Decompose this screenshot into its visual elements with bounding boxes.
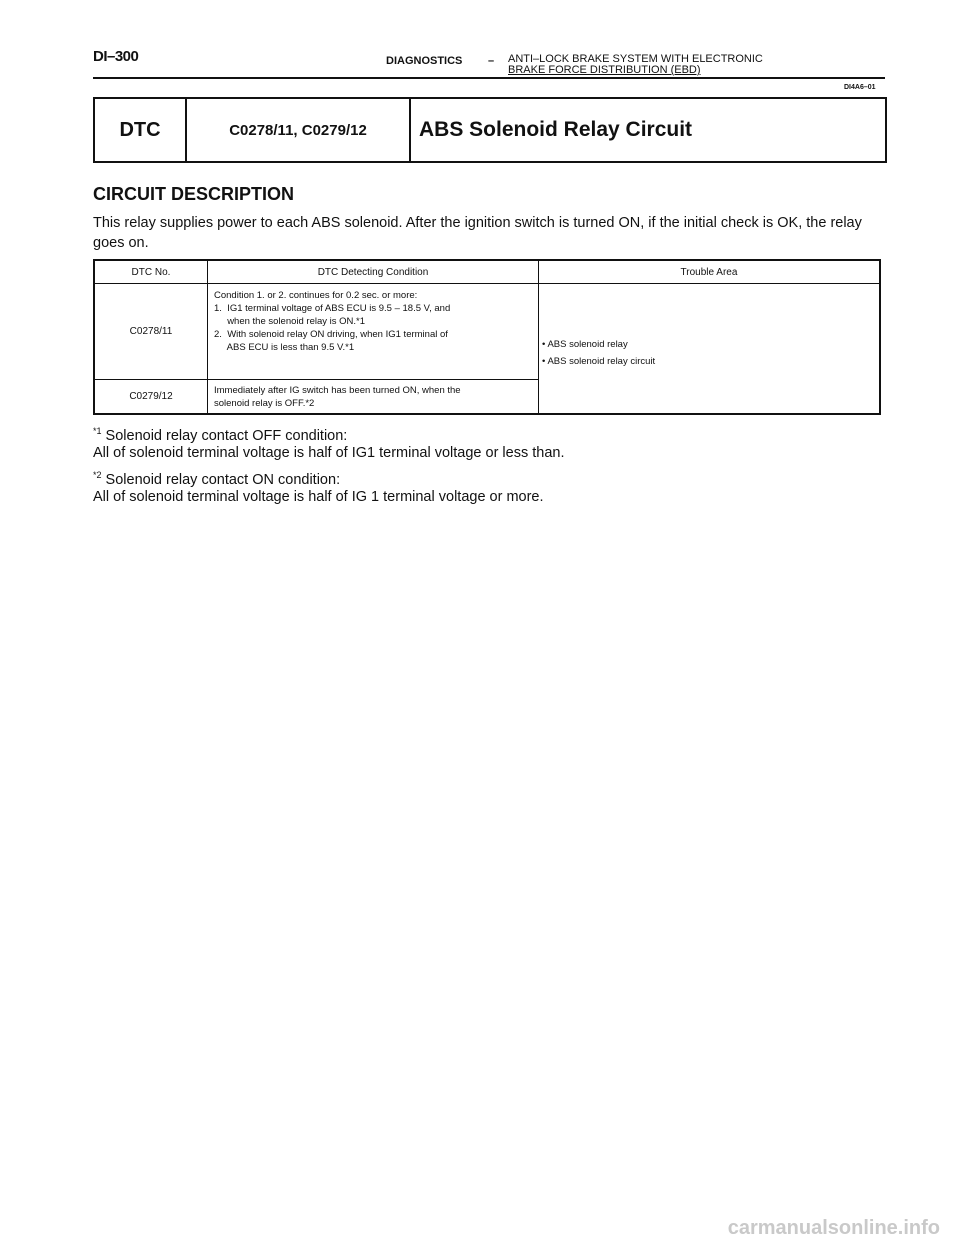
table-header-trouble-area: Trouble Area (680, 266, 738, 278)
condition-line: 1. IG1 terminal voltage of ABS ECU is 9.5 – 18.5 V, and (214, 303, 451, 314)
header-title-line1: ANTI–LOCK BRAKE SYSTEM WITH ELECTRONIC (508, 53, 763, 65)
dtc-title: ABS Solenoid Relay Circuit (419, 118, 693, 141)
note-text: Solenoid relay contact ON condition: (101, 471, 341, 488)
circuit-description-heading: CIRCUIT DESCRIPTION (93, 184, 295, 204)
header-section: DIAGNOSTICS (386, 55, 463, 67)
condition-line: Condition 1. or 2. continues for 0.2 sec. or more: (214, 290, 418, 301)
trouble-area-item: • ABS solenoid relay circuit (542, 356, 656, 367)
header-title-line2: BRAKE FORCE DISTRIBUTION (EBD) (508, 64, 701, 76)
table-header-dtc-no: DTC No. (131, 266, 171, 278)
dtc-codes: C0278/11, C0279/12 (187, 99, 411, 161)
trouble-area-item: • ABS solenoid relay (542, 339, 628, 350)
dtc-table (93, 259, 881, 415)
condition-line: ABS ECU is less than 9.5 V.*1 (214, 342, 355, 353)
watermark: carmanualsonline.info (727, 1217, 940, 1239)
note-text: Solenoid relay contact OFF condition: (101, 427, 348, 444)
circuit-description-text: This relay supplies power to each ABS solenoid. After the ignition switch is turned ON, if the initial check is OK, the relay goes on. (93, 215, 862, 251)
table-header-rule (95, 283, 879, 284)
condition-line: 2. With solenoid relay ON driving, when IG1 terminal of (214, 329, 448, 340)
document-code: DI4A6–01 (844, 84, 876, 91)
dtc-title-box (93, 97, 887, 163)
header-rule (93, 77, 885, 79)
note-mark: *2 (93, 470, 102, 480)
table-row-condition (214, 289, 450, 354)
header-dash: – (488, 55, 495, 67)
note-line (93, 443, 565, 463)
table-row-code: C0278/11 (129, 326, 173, 337)
condition-line: Immediately after IG switch has been turned ON, when the (214, 385, 461, 396)
dtc-label: DTC (95, 99, 187, 161)
note-line (93, 487, 544, 507)
condition-line: when the solenoid relay is ON.*1 (214, 316, 366, 327)
table-header-condition: DTC Detecting Condition (317, 266, 429, 278)
note-text: All of solenoid terminal voltage is half of IG1 terminal voltage or less than. (93, 445, 565, 461)
condition-line: solenoid relay is OFF.*2 (214, 398, 315, 409)
note-text: All of solenoid terminal voltage is half of IG 1 terminal voltage or more. (93, 489, 544, 505)
trouble-area-list (542, 336, 655, 370)
note-mark: *1 (93, 426, 102, 436)
table-row-condition (214, 384, 461, 410)
page-number: DI–300 (93, 48, 139, 65)
table-row-code: C0279/12 (129, 391, 173, 402)
